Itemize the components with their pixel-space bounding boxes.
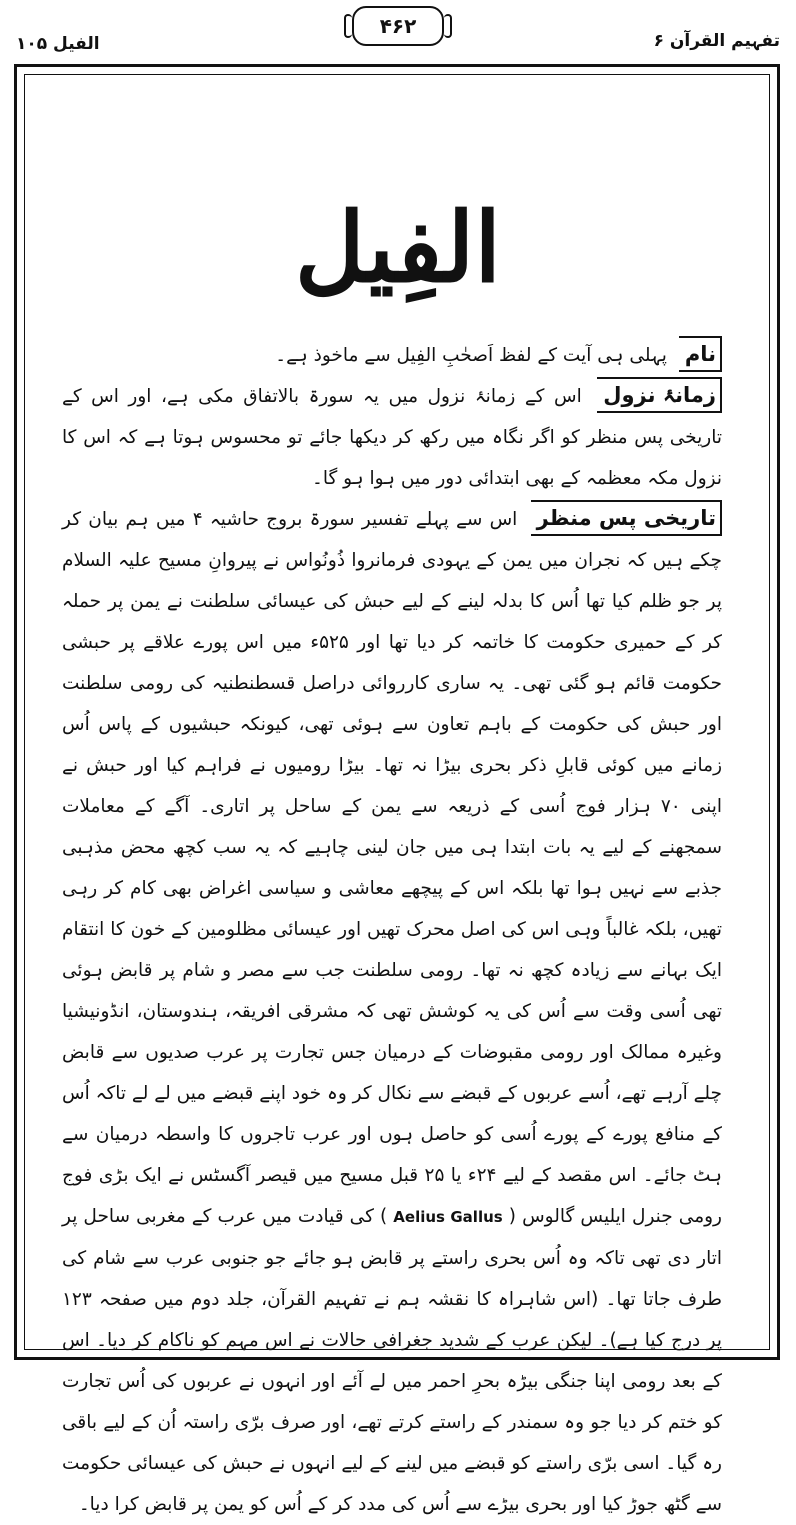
section-text-name: پہلی ہی آیت کے لفظ اَصحٰبِ الفِیل سے ماخوذ ہے۔ xyxy=(275,345,667,366)
section-revelation-period xyxy=(62,376,722,499)
section-name xyxy=(62,335,722,376)
commentary-body xyxy=(62,335,722,1525)
header-sura-ref: الفیل ۱۰۵ xyxy=(16,34,100,54)
section-label-history: تاریخی پس منظر xyxy=(531,500,722,536)
section-text-history-continued: ) کی قیادت میں عرب کے مغربی ساحل پر اتار دی تھی تاکہ وہ اُس بحری راستے پر قابض ہو جائے جو جنوبی عرب سے شام کی طرف جاتا تھا۔ (اس شاہراہ کا نقشہ ہم نے تفہیم القرآن، جلد دوم میں صفحہ ۱۲۳ پر درج کیا ہے)۔ لیکن عرب کے شدید جغرافی حالات نے اس مہم کو ناکام کر دیا۔ اس کے بعد رومی اپنا جنگی بیڑہ بحرِ احمر میں لے آئے اور انہوں نے عربوں کی اُس تجارت کو ختم کر دیا جو وہ سمندر کے راستے کرتے تھے، اور صرف برّی راستہ اُن کے لیے باقی رہ گیا۔ اسی برّی راستے کو قبضے میں لینے کے لیے انہوں نے حبش کی عیسائی حکومت سے گٹھ جوڑ کیا اور بحری بیڑے سے اُس کی مدد کر کے اُس کو یمن پر قابض کرا دیا۔ xyxy=(62,1206,722,1515)
section-historical-background xyxy=(62,499,722,1525)
section-label-name: نام xyxy=(679,336,722,372)
sura-title: الفِیل xyxy=(294,191,502,304)
section-text-revelation: اس کے زمانۂ نزول میں یہ سورۃ بالاتفاق مکی ہے، اور اس کے تاریخی پس منظر کو اگر نگاہ میں رکھ کر دیکھا جائے تو محسوس ہوتا ہے کہ اس کا نزول مکہ معظمہ کے بھی ابتدائی دور میں ہوا ہو گا۔ xyxy=(62,386,722,489)
latin-name-aelius-gallus: Aelius Gallus xyxy=(393,1208,503,1226)
section-label-revelation: زمانۂ نزول xyxy=(597,377,722,413)
page-number: ۴۶۲ xyxy=(352,6,444,46)
page-header xyxy=(0,0,796,62)
section-text-history: اس سے پہلے تفسیر سورۃ بروج حاشیہ ۴ میں ہم بیان کر چکے ہیں کہ نجران میں یمن کے یہودی فرمانروا ذُونُواس نے پیروانِ مسیح علیہ السلام پر جو ظلم کیا تھا اُس کا بدلہ لینے کے لیے حبش کی عیسائی سلطنت نے یمن پر حملہ کر کے حمیری حکومت کا خاتمہ کر دیا تھا اور ۵۲۵ء میں اس پورے علاقے پر حبشی حکومت قائم ہو گئی تھی۔ یہ ساری کارروائی دراصل قسطنطنیہ کی رومی سلطنت اور حبش کی حکومت کے باہم تعاون سے ہوئی تھی، کیونکہ حبشیوں کے پاس اُس زمانے میں کوئی قابلِ ذکر بحری بیڑا نہ تھا۔ بیڑا رومیوں نے فراہم کیا اور حبش نے اپنی ۷۰ ہزار فوج اُسی کے ذریعہ سے یمن کے ساحل پر اتاری۔ آگے کے معاملات سمجھنے کے لیے یہ بات ابتدا ہی میں جان لینی چاہیے کہ یہ سب کچھ محض مذہبی جذبے سے نہیں ہوا تھا بلکہ اس کے پیچھے معاشی و سیاسی اغراض بھی کام کر رہی تھیں، بلکہ غالباً وہی اس کی اصل محرک تھیں اور عیسائی مظلومین کے خون کا انتقام ایک بہانے سے زیادہ کچھ نہ تھا۔ رومی سلطنت جب سے مصر و شام پر قابض ہوئی تھی اُسی وقت سے اُس کی یہ کوشش تھی کہ مشرقی افریقہ، ہندوستان، انڈونیشیا وغیرہ ممالک اور رومی مقبوضات کے درمیان جس تجارت پر عرب صدیوں سے قابض چلے آرہے تھے، اُسے عربوں کے قبضے سے نکال کر وہ خود اپنے قبضے میں لے لے تاکہ اُس کے منافع پورے کے پورے اُسی کو حاصل ہوں اور عرب تاجروں کا واسطہ درمیان سے ہٹ جائے۔ اس مقصد کے لیے ۲۴ء یا ۲۵ قبل مسیح میں قیصر آگسٹس نے ایک بڑی فوج رومی جنرل ایلیس گالوس ( xyxy=(62,509,723,1227)
header-book-title: تفہیم القرآن ۶ xyxy=(653,31,780,51)
